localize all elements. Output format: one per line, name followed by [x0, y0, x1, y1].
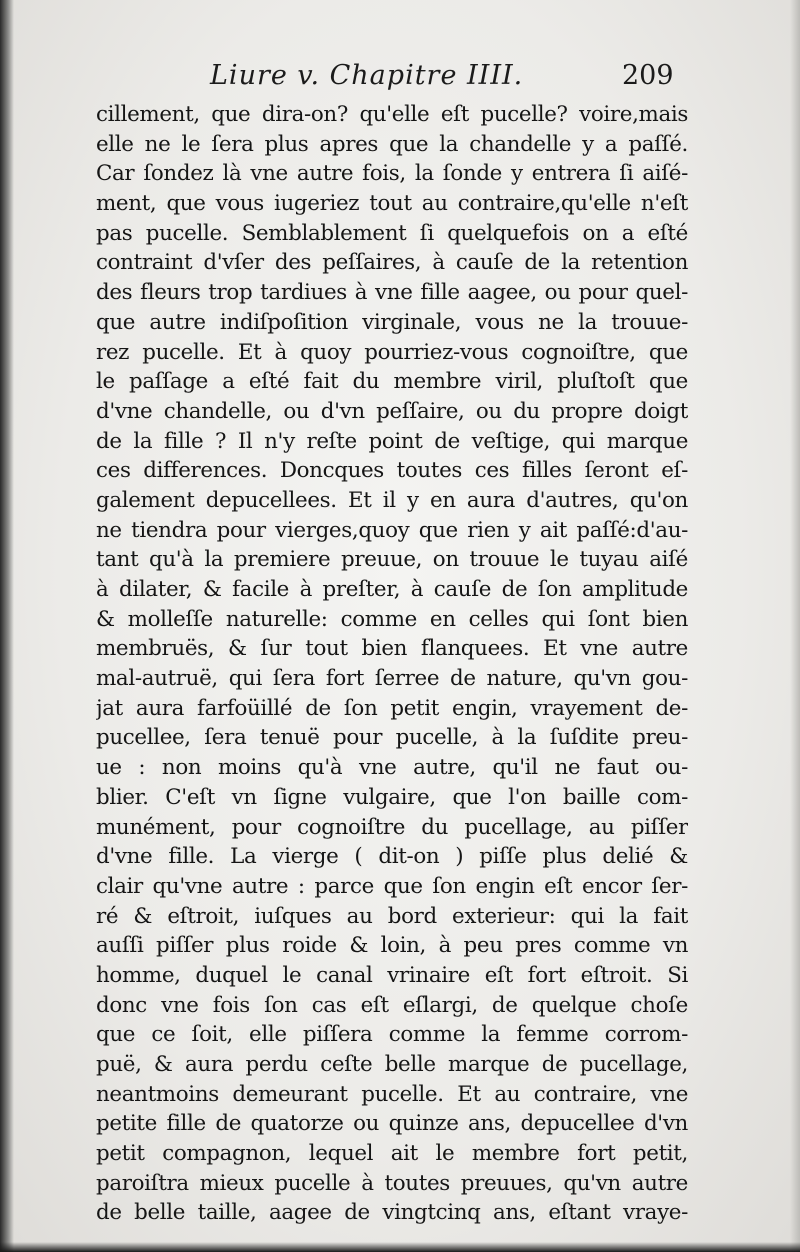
text-line: que ce ſoit, elle piſſera comme la femme corrom- [96, 1022, 688, 1048]
text-line: petit compagnon, lequel ait le membre fort petit, [96, 1141, 688, 1167]
text-line: pucellee, ſera tenuë pour pucelle, à la ſuſdite preu- [96, 725, 688, 751]
text-line: rez pucelle. Et à quoy pourriez-vous cognoiſtre, que [96, 339, 688, 365]
text-line: d'vne fille. La vierge ( dit-on ) piſſe plus delié & [96, 844, 688, 870]
text-line: elle ne le ſera plus apres que la chandelle y a paſſé. [96, 131, 688, 157]
running-head: Liure v. Chapitre IIII. [210, 60, 524, 91]
text-line: ment, que vous iugeriez tout au contraire,qu'elle n'eſt [96, 191, 688, 217]
page-number: 209 [622, 60, 674, 91]
text-line: pas pucelle. Semblablement ſi quelquefois on a eſté [96, 220, 688, 246]
text-line: membruës, & ſur tout bien flanquees. Et vne autre [96, 636, 688, 662]
text-line: tant qu'à la premiere preuue, on trouue le tuyau aiſé [96, 547, 688, 573]
text-line: de la fille ? Il n'y reſte point de veſtige, qui marque [96, 428, 688, 454]
text-line: donc vne fois ſon cas eſt eſlargi, de quelque choſe [96, 992, 688, 1018]
text-line: des fleurs trop tardiues à vne fille aagee, ou pour quel- [96, 280, 688, 306]
text-line: Car ſondez là vne autre fois, la ſonde y entrera ſi aiſé- [96, 161, 688, 187]
text-line: ces differences. Doncques toutes ces filles ſeront eſ- [96, 458, 688, 484]
page-header [0, 56, 800, 96]
page-edge-shadow [790, 0, 800, 1252]
text-line: ne tiendra pour vierges,quoy que rien y ait paſſé:d'au- [96, 517, 688, 543]
text-line: contraint d'vſer des peſſaires, à cauſe de la retention [96, 250, 688, 276]
page-gutter-shadow [0, 0, 14, 1252]
text-line: galement depucellees. Et il y en aura d'autres, qu'on [96, 487, 688, 513]
text-line: de belle taille, aagee de vingtcinq ans, eſtant vraye- [96, 1200, 688, 1226]
page-bottom-shadow [0, 1242, 800, 1252]
text-line: puë, & aura perdu ceſte belle marque de pucellage, [96, 1052, 688, 1077]
text-line: mal-autruë, qui ſera fort ſerree de nature, qu'vn gou- [96, 666, 688, 692]
text-line: blier. C'eſt vn ſigne vulgaire, que l'on baille com- [96, 784, 688, 810]
body-text [96, 100, 688, 1228]
text-line: le paſſage a eſté fait du membre viril, pluſtoſt que [96, 369, 688, 395]
text-line: cillement, que dira-on? qu'elle eſt pucelle? voire,mais [96, 102, 688, 127]
text-line: petite fille de quatorze ou quinze ans, depucellee d'vn [96, 1111, 688, 1137]
text-line: d'vne chandelle, ou d'vn peſſaire, ou du propre doigt [96, 398, 688, 424]
text-line: munément, pour cognoiſtre du pucellage, au piſſer [96, 814, 688, 840]
text-line: paroiſtra mieux pucelle à toutes preuues, qu'vn autre [96, 1170, 688, 1196]
text-line: jat aura farfoüillé de ſon petit engin, vrayement de- [96, 695, 688, 721]
text-line: ue : non moins qu'à vne autre, qu'il ne faut ou- [96, 755, 688, 781]
text-line: auſſi piſſer plus roide & loin, à peu pres comme vn [96, 933, 688, 959]
text-line: à dilater, & facile à preſter, à cauſe de ſon amplitude [96, 577, 688, 602]
text-line: homme, duquel le canal vrinaire eſt fort eſtroit. Si [96, 962, 688, 988]
text-line: & molleſſe naturelle: comme en celles qui ſont bien [96, 606, 688, 632]
text-line: clair qu'vne autre : parce que ſon engin eſt encor ſer- [96, 873, 688, 899]
text-line: que autre indiſpoſition virginale, vous ne la trouue- [96, 309, 688, 335]
text-line: neantmoins demeurant pucelle. Et au contraire, vne [96, 1081, 688, 1107]
text-line: ré & eſtroit, iuſques au bord exterieur: qui la fait [96, 903, 688, 929]
